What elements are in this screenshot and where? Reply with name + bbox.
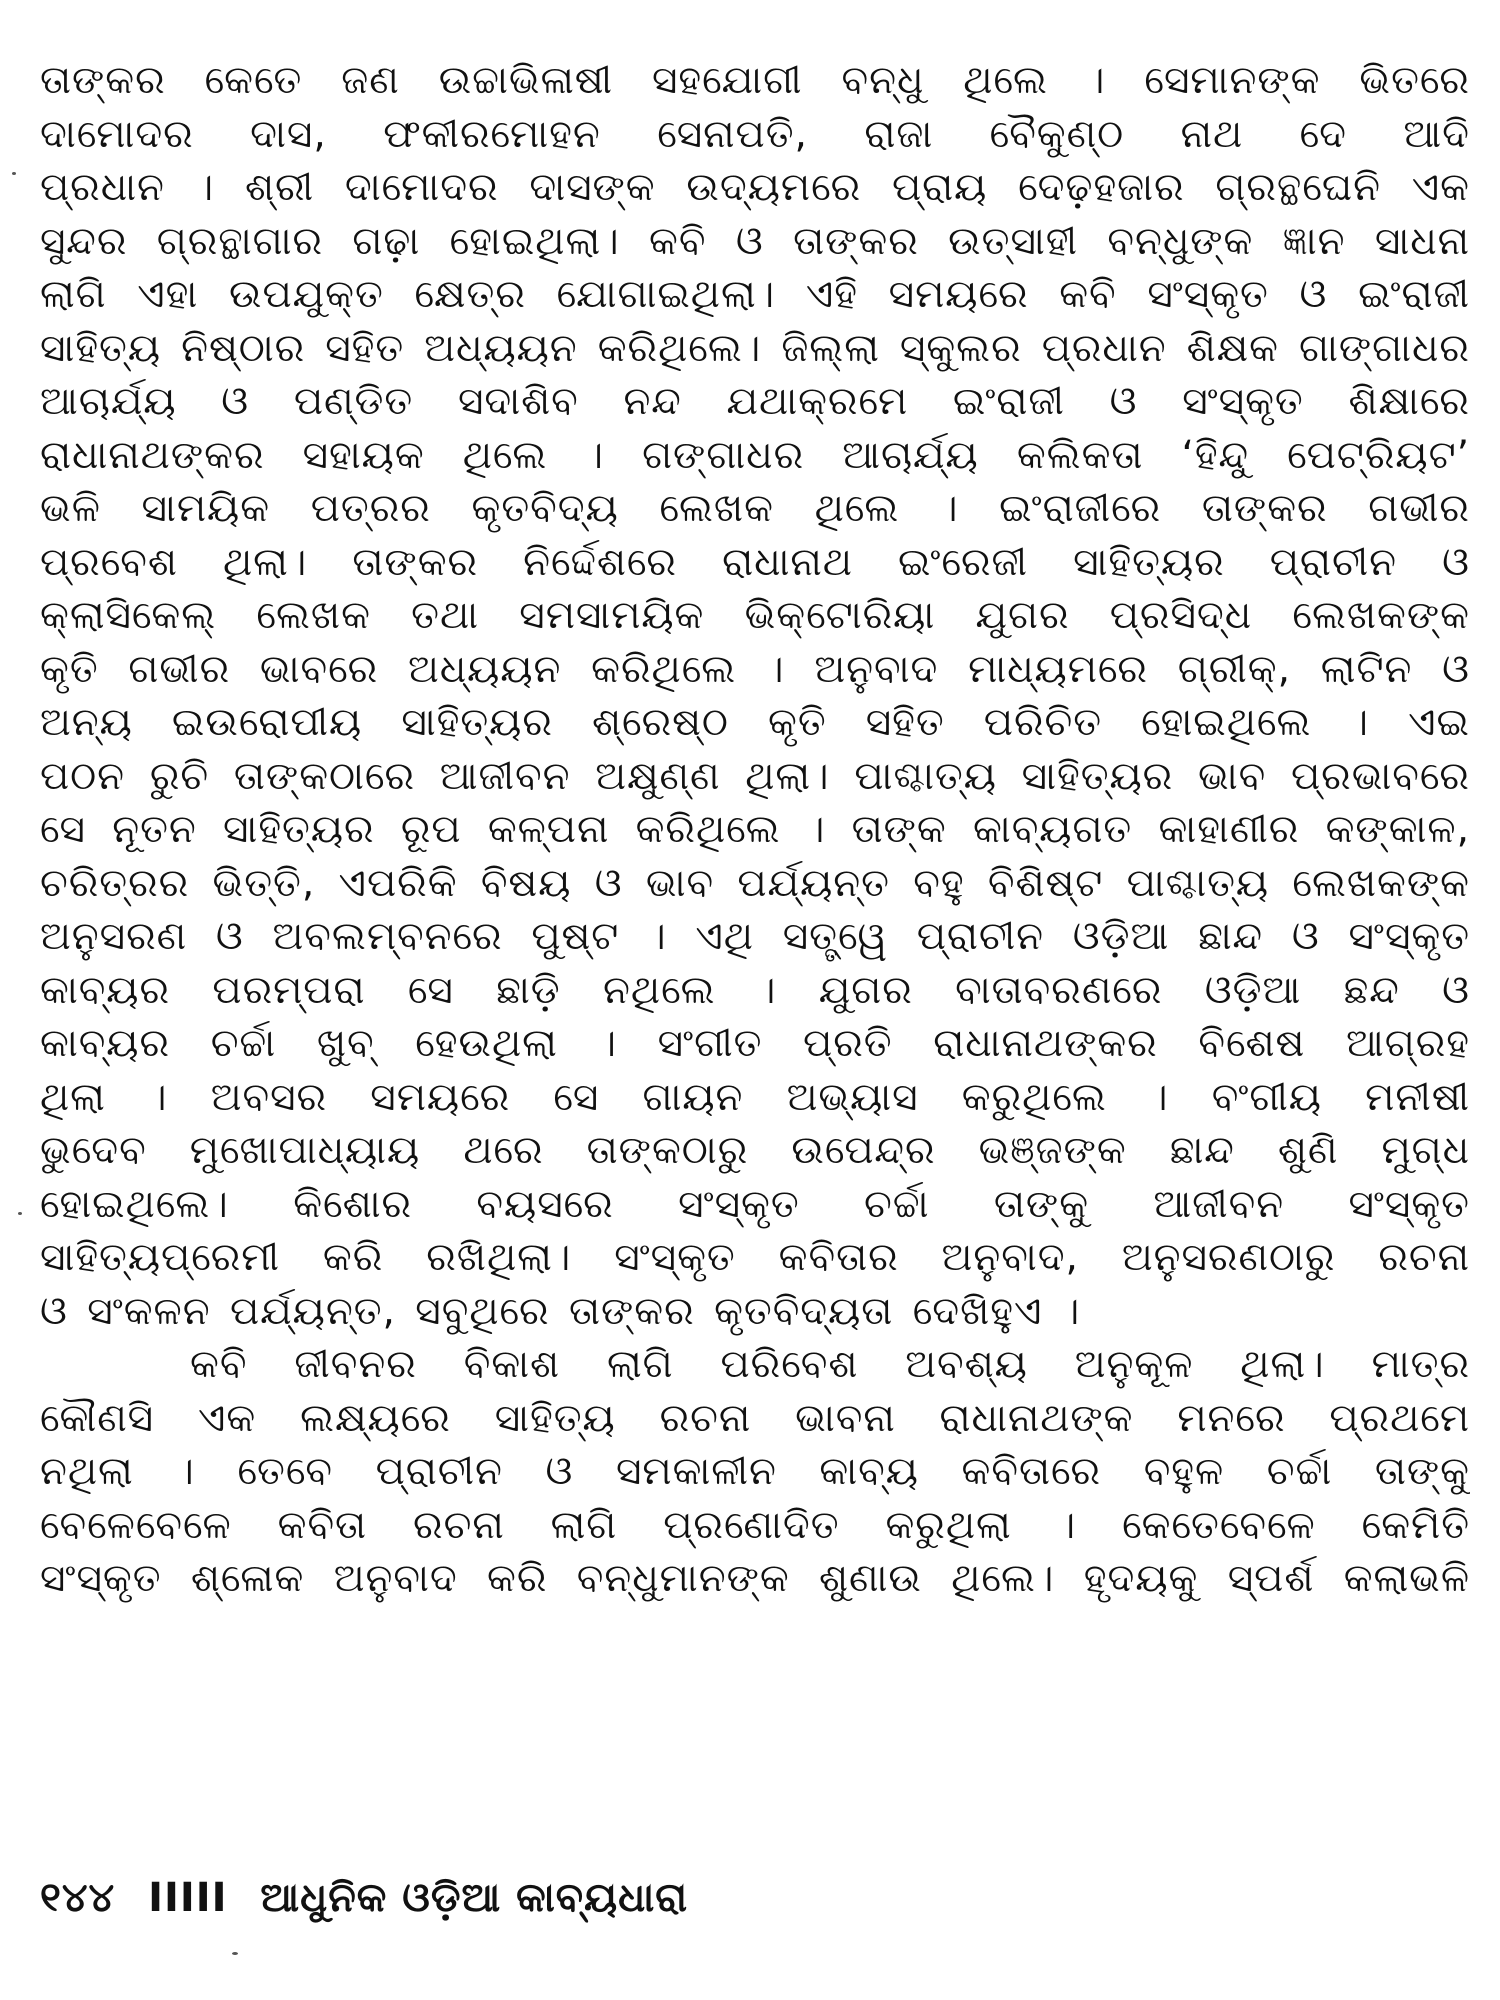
text-line: ଅନ୍ୟ ଇଉରୋପୀୟ ସାହିତ୍ୟର ଶ୍ରେଷ୍ଠ କୃତି ସହିତ ପରିଚିତ ହୋଇଥିଲେ । ଏଇ <box>40 700 1470 745</box>
text-line: କାବ୍ୟର ଚର୍ଚ୍ଚା ଖୁବ୍ ହେଉଥିଲା । ସଂଗୀତ ପ୍ରତି ରାଧାନାଥଙ୍କର ବିଶେଷ ଆଗ୍ରହ <box>40 1021 1470 1066</box>
text-line: ସଂସ୍କୃତ ଶ୍ଳୋକ ଅନୁବାଦ କରି ବନ୍ଧୁମାନଙ୍କ ଶୁଣାଉ ଥିଲେ। ହୃଦୟକୁ ସ୍ପର୍ଶ କଲାଭଳି <box>40 1556 1470 1601</box>
paragraph-start-line: କବି ଜୀବନର ବିକାଶ ଲାଗି ପରିବେଶ ଅବଶ୍ୟ ଅନୁକୂଳ ଥିଲା। ମାତ୍ର <box>190 1342 1470 1387</box>
text-line: ଥିଲା । ଅବସର ସମୟରେ ସେ ଗାୟନ ଅଭ୍ୟାସ କରୁଥିଲେ । ବଂଗୀୟ ମନୀଷୀ <box>40 1074 1470 1120</box>
text-line: କ୍ଲାସିକେଲ୍ ଲେଖକ ତଥା ସମସାମୟିକ ଭିକ୍ଟୋରିୟା ଯୁଗର ପ୍ରସିଦ୍ଧ ଲେଖକଙ୍କ <box>40 593 1470 638</box>
text-line: ସେ ନୂତନ ସାହିତ୍ୟର ରୂପ କଳ୍ପନା କରିଥିଲେ । ତାଙ୍କ କାବ୍ୟଗତ କାହାଣୀର କଙ୍କାଳ, <box>40 807 1470 852</box>
text-line: ଆଚାର୍ଯ୍ୟ ଓ ପଣ୍ଡିତ ସଦାଶିବ ନନ୍ଦ ଯଥାକ୍ରମେ ଇଂରାଜୀ ଓ ସଂସ୍କୃତ ଶିକ୍ଷାରେ <box>40 379 1470 424</box>
body-text <box>40 54 1470 1606</box>
text-line: ରାଧାନାଥଙ୍କର ସହାୟକ ଥିଲେ । ଗଙ୍ଗାଧର ଆଚାର୍ଯ୍ୟ କଲିକତା ‘ହିନ୍ଦୁ ପେଟ୍ରିୟଟ’ <box>40 432 1470 478</box>
text-line: ବେଳେବେଳେ କବିତା ରଚନା ଲାଗି ପ୍ରଣୋଦିତ କରୁଥିଲା । କେତେବେଳେ କେମିତି <box>40 1502 1470 1548</box>
text-line: ସାହିତ୍ୟପ୍ରେମୀ କରି ରଖିଥିଲା। ସଂସ୍କୃତ କବିତାର ଅନୁବାଦ, ଅନୁସରଣଠାରୁ ରଚନା <box>40 1235 1470 1280</box>
text-line: ସୁନ୍ଦର ଗ୍ରନ୍ଥାଗାର ଗଢ଼ା ହୋଇଥିଲା। କବି ଓ ତାଙ୍କର ଉତ୍ସାହୀ ବନ୍ଧୁଙ୍କ ଜ୍ଞାନ ସାଧନା <box>40 218 1470 264</box>
text-line: ହୋଇଥିଲେ। କିଶୋର ବୟସରେ ସଂସ୍କୃତ ଚର୍ଚ୍ଚା ତାଙ୍କୁ ଆଜୀବନ ସଂସ୍କୃତ <box>40 1181 1470 1227</box>
footer-separator: IIIII <box>148 1875 228 1921</box>
text-line: ସାହିତ୍ୟ ନିଷ୍ଠାର ସହିତ ଅଧ୍ୟୟନ କରିଥିଲେ। ଜିଲ୍ଲା ସ୍କୁଲର ପ୍ରଧାନ ଶିକ୍ଷକ ଗାଙ୍ଗାଧର <box>40 325 1470 371</box>
scan-speck <box>232 1952 238 1955</box>
text-line: କୌଣସି ଏକ ଲକ୍ଷ୍ୟରେ ସାହିତ୍ୟ ରଚନା ଭାବନା ରାଧାନାଥଙ୍କ ମନରେ ପ୍ରଥମେ <box>40 1395 1470 1441</box>
text-line: ଭଳି ସାମୟିକ ପତ୍ରର କୃତବିଦ୍ୟ ଲେଖକ ଥିଲେ । ଇଂରାଜୀରେ ତାଙ୍କର ଗଭୀର <box>40 486 1470 531</box>
text-line: ପ୍ରଧାନ । ଶ୍ରୀ ଦାମୋଦର ଦାସଙ୍କ ଉଦ୍ୟମରେ ପ୍ରାୟ ଦେଢ଼ହଜାର ଗ୍ରନ୍ଥଘେନି ଏକ <box>40 165 1470 210</box>
page-number: ୧୪୪ <box>40 1875 116 1921</box>
scan-speck <box>18 1212 22 1215</box>
text-line: ଦାମୋଦର ଦାସ, ଫକୀରମୋହନ ସେନାପତି, ରାଜା ବୈକୁଣ୍ଠ ନାଥ ଦେ ଆଦି <box>40 111 1470 157</box>
text-line: ନଥିଲା । ତେବେ ପ୍ରାଚୀନ ଓ ସମକାଳୀନ କାବ୍ୟ କବିତାରେ ବହୁଳ ଚର୍ଚ୍ଚା ତାଙ୍କୁ <box>40 1449 1470 1494</box>
paragraph-end-line: ଓ ସଂକଳନ ପର୍ଯ୍ୟନ୍ତ, ସବୁଥିରେ ତାଙ୍କର କୃତବିଦ୍ୟତା ଦେଖିହୁଏ । <box>40 1288 1081 1334</box>
page-footer <box>40 1875 688 1921</box>
text-line: କୃତି ଗଭୀର ଭାବରେ ଅଧ୍ୟୟନ କରିଥିଲେ । ଅନୁବାଦ ମାଧ୍ୟମରେ ଗ୍ରୀକ୍, ଲାଟିନ ଓ <box>40 646 1470 692</box>
text-line: ପଠନ ରୁଚି ତାଙ୍କଠାରେ ଆଜୀବନ ଅକ୍ଷୁଣ୍ଣ ଥିଲା। ପାଶ୍ଚାତ୍ୟ ସାହିତ୍ୟର ଭାବ ପ୍ରଭାବରେ <box>40 753 1470 799</box>
text-line: ଅନୁସରଣ ଓ ଅବଲମ୍ବନରେ ପୁଷ୍ଟ । ଏଥି ସତ୍ତ୍ୱେ ପ୍ରାଚୀନ ଓଡ଼ିଆ ଛାନ୍ଦ ଓ ସଂସ୍କୃତ <box>40 914 1470 959</box>
text-line: ତାଙ୍କର କେତେ ଜଣ ଉଚ୍ଚାଭିଳାଷୀ ସହଯୋଗୀ ବନ୍ଧୁ ଥିଲେ । ସେମାନଙ୍କ ଭିତରେ <box>40 58 1470 103</box>
book-title: ଆଧୁନିକ ଓଡ଼ିଆ କାବ୍ୟଧାରା <box>260 1875 689 1921</box>
text-line: କାବ୍ୟର ପରମ୍ପରା ସେ ଛାଡ଼ି ନଥିଲେ । ଯୁଗର ବାତାବରଣରେ ଓଡ଼ିଆ ଛନ୍ଦ ଓ <box>40 967 1470 1013</box>
text-line: ଲାଗି ଏହା ଉପଯୁକ୍ତ କ୍ଷେତ୍ର ଯୋଗାଇଥିଲା। ଏହି ସମୟରେ କବି ସଂସ୍କୃତ ଓ ଇଂରାଜୀ <box>40 272 1470 317</box>
text-line: ପ୍ରବେଶ ଥିଲା। ତାଙ୍କର ନିର୍ଦ୍ଦେଶରେ ରାଧାନାଥ ଇଂରେଜୀ ସାହିତ୍ୟର ପ୍ରାଚୀନ ଓ <box>40 539 1470 585</box>
text-line: ଚରିତ୍ରର ଭିତ୍ତି, ଏପରିକି ବିଷୟ ଓ ଭାବ ପର୍ଯ୍ୟନ୍ତ ବହୁ ବିଶିଷ୍ଟ ପାଶ୍ଚାତ୍ୟ ଲେଖକଙ୍କ <box>40 860 1470 906</box>
text-line: ଭୁଦେବ ମୁଖୋପାଧ୍ୟାୟ ଥରେ ତାଙ୍କଠାରୁ ଉପେନ୍ଦ୍ର ଭଞ୍ଜଙ୍କ ଛାନ୍ଦ ଶୁଣି ମୁଗ୍ଧ <box>40 1128 1470 1173</box>
scan-speck <box>12 172 16 175</box>
